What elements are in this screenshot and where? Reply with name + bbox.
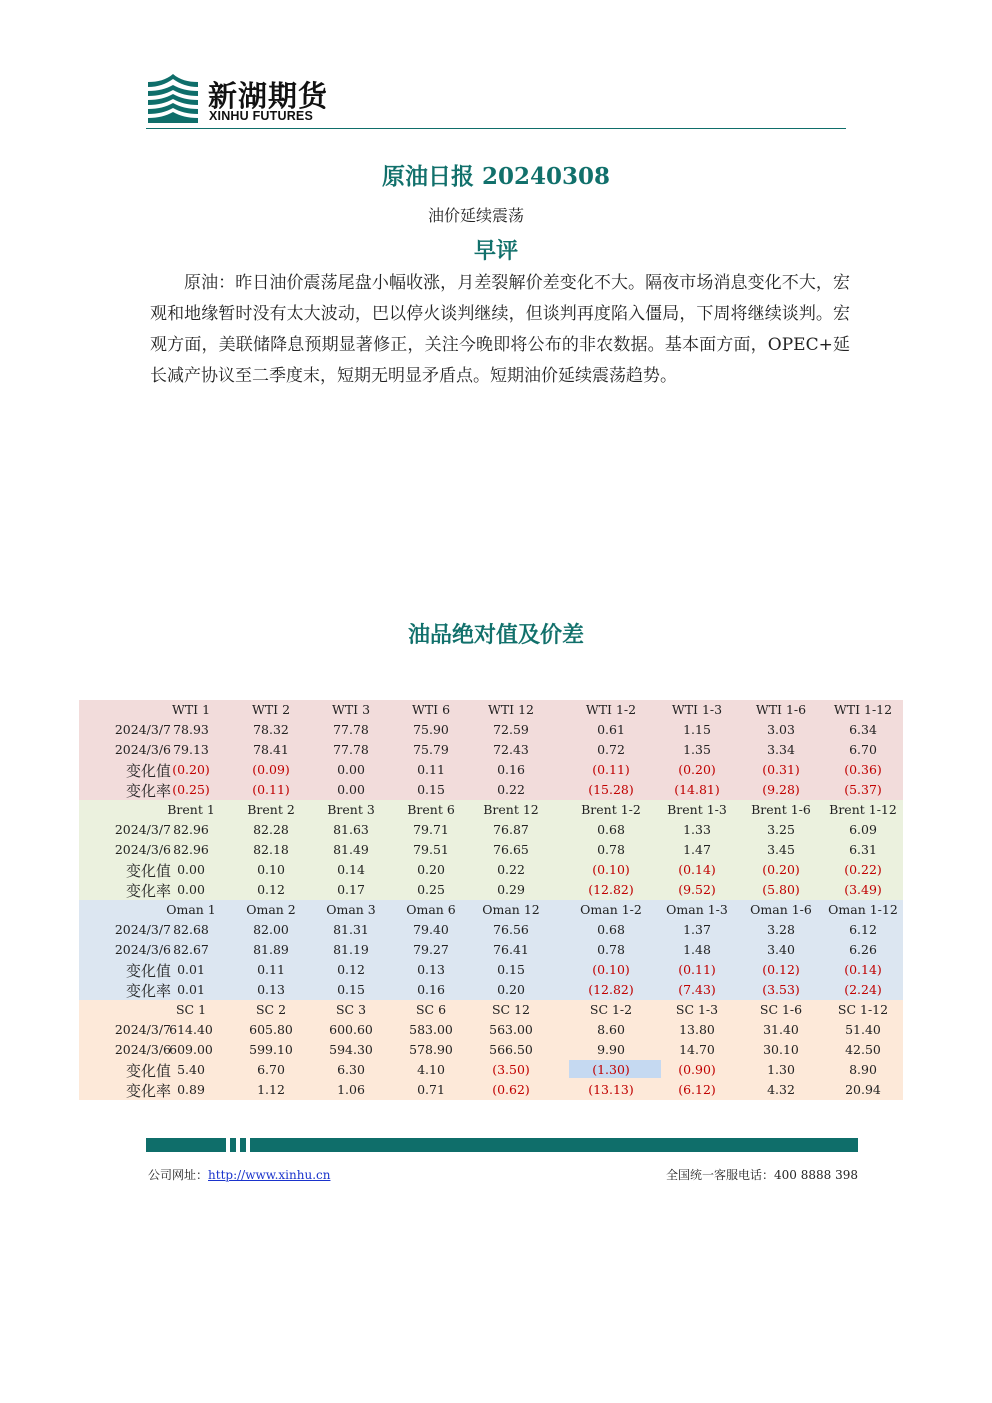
table-cell: 72.43: [493, 742, 529, 757]
table-cell: 1.30: [767, 1062, 795, 1077]
table-block-wti: [79, 700, 903, 800]
table-header-row: [79, 800, 903, 820]
table-heading: 油品绝对值及价差: [407, 622, 584, 648]
column-header: Brent 1-6: [751, 802, 811, 817]
table-cell: 79.40: [413, 922, 449, 937]
column-header: SC 6: [415, 1002, 447, 1017]
morning-comment-text: 原油：昨日油价震荡尾盘小幅收涨，月差裂解价差变化不大。隔夜市场消息变化不大，宏观和地缘暂时没有太大波动，巴以停火谈判继续，但谈判再度陷入僵局，下周将继续谈判。宏观方面，美联储降息预期显著修正，关注今晚即将公布的非农数据。基本面方面，OPEC+延长减产协议至二季度末，短期无明显矛盾点。短期油价延续震荡趋势。: [150, 273, 850, 386]
table-cell: (0.12): [762, 962, 800, 977]
table-row: [79, 840, 903, 860]
table-cell: (12.82): [588, 982, 634, 997]
column-header: Brent 12: [483, 802, 539, 817]
table-cell: (3.53): [762, 982, 800, 997]
table-cell: 0.01: [177, 982, 205, 997]
column-header: Oman 12: [482, 902, 540, 917]
column-header: WTI 1-6: [755, 702, 807, 717]
table-cell: 605.80: [249, 1022, 293, 1037]
row-label: 变化值: [125, 762, 171, 780]
table-cell: 81.31: [333, 922, 369, 937]
table-cell: 75.79: [413, 742, 449, 757]
table-cell: (0.14): [678, 862, 716, 877]
table-cell: (0.22): [844, 862, 882, 877]
row-label: 变化率: [125, 782, 171, 800]
table-cell: 1.33: [683, 822, 711, 837]
table-cell: 3.40: [767, 942, 795, 957]
table-cell: 6.26: [849, 942, 877, 957]
table-cell: 3.25: [767, 822, 795, 837]
table-cell: 1.47: [683, 842, 711, 857]
table-cell: 0.15: [417, 782, 445, 797]
table-cell: 77.78: [333, 742, 369, 757]
column-header: SC 3: [335, 1002, 367, 1017]
table-cell: 79.13: [173, 742, 209, 757]
table-row: [79, 1020, 903, 1040]
table-cell: 1.37: [683, 922, 711, 937]
row-label: 变化率: [125, 1082, 171, 1100]
column-header: WTI 2: [251, 702, 291, 717]
footer-bar: [146, 1138, 858, 1152]
table-cell: (0.10): [592, 862, 630, 877]
table-cell: 600.60: [329, 1022, 373, 1037]
table-cell: (0.14): [844, 962, 882, 977]
table-cell: 76.87: [493, 822, 529, 837]
table-cell: 82.00: [253, 922, 289, 937]
table-cell: 1.15: [683, 722, 711, 737]
row-label: 变化值: [125, 862, 171, 880]
waves-logo-icon: [146, 72, 200, 124]
table-cell: 81.89: [253, 942, 289, 957]
column-header: Brent 1: [167, 802, 215, 817]
table-cell: 0.78: [597, 942, 625, 957]
table-cell: 563.00: [489, 1022, 533, 1037]
table-cell: 583.00: [409, 1022, 453, 1037]
table-row: [79, 920, 903, 940]
table-cell: 4.32: [767, 1082, 795, 1097]
table-cell: (0.90): [678, 1062, 716, 1077]
table-row: [79, 1040, 903, 1060]
table-block-sc: [79, 1000, 903, 1100]
row-label: 2024/3/6: [114, 742, 171, 757]
table-cell: 4.10: [417, 1062, 445, 1077]
table-cell: 0.11: [417, 762, 445, 777]
table-cell: 0.89: [177, 1082, 205, 1097]
table-row: [79, 720, 903, 740]
table-cell: 0.17: [337, 882, 365, 897]
table-cell: 20.94: [845, 1082, 881, 1097]
column-header: WTI 1-2: [585, 702, 637, 717]
table-cell: 614.40: [169, 1022, 213, 1037]
table-cell: 31.40: [763, 1022, 799, 1037]
table-cell: 76.41: [493, 942, 529, 957]
table-cell: 0.12: [257, 882, 285, 897]
table-cell: 0.13: [257, 982, 285, 997]
column-header: Oman 3: [326, 902, 376, 917]
row-label: 2024/3/7: [114, 1022, 171, 1037]
row-label: 2024/3/7: [114, 922, 171, 937]
table-cell: (0.36): [844, 762, 882, 777]
table-cell: 0.00: [337, 782, 365, 797]
table-cell: 14.70: [679, 1042, 715, 1057]
column-header: Brent 1-3: [667, 802, 727, 817]
column-header: Oman 1-3: [666, 902, 728, 917]
column-header: WTI 1-12: [833, 702, 893, 717]
table-cell: (15.28): [588, 782, 634, 797]
table-cell: (0.11): [252, 782, 290, 797]
table-cell: 78.32: [253, 722, 289, 737]
column-header: WTI 12: [487, 702, 534, 717]
table-cell: 42.50: [845, 1042, 881, 1057]
table-cell: 77.78: [333, 722, 369, 737]
footer-hotline: 全国统一客服电话：400 8888 398: [666, 1168, 858, 1182]
row-label: 2024/3/6: [114, 1042, 171, 1057]
table-row: [79, 740, 903, 760]
table-cell: 0.14: [337, 862, 365, 877]
column-header: Oman 2: [246, 902, 296, 917]
row-label: 变化值: [125, 1062, 171, 1080]
table-cell: (0.20): [762, 862, 800, 877]
table-cell: (9.52): [678, 882, 716, 897]
row-label: 2024/3/7: [114, 722, 171, 737]
table-block-brent: [79, 800, 903, 900]
table-cell: 79.27: [413, 942, 449, 957]
table-cell: (9.28): [762, 782, 800, 797]
table-row: [79, 780, 903, 800]
table-cell: 0.22: [497, 782, 525, 797]
table-cell: 75.90: [413, 722, 449, 737]
table-cell: (0.10): [592, 962, 630, 977]
logo-name-en: XINHU FUTURES: [209, 109, 313, 123]
column-header: Brent 1-12: [829, 802, 897, 817]
table-row: [79, 860, 903, 880]
table-cell: 0.00: [177, 862, 205, 877]
table-cell: 81.63: [333, 822, 369, 837]
footer-website-label: 公司网址：: [148, 1168, 209, 1182]
table-cell: (14.81): [674, 782, 720, 797]
table-cell: 0.15: [497, 962, 525, 977]
table-cell: 81.49: [333, 842, 369, 857]
table-row: [79, 1080, 903, 1100]
table-cell: 6.31: [849, 842, 877, 857]
table-cell: 0.16: [497, 762, 525, 777]
table-cell: 0.61: [597, 722, 625, 737]
row-label: 变化值: [125, 962, 171, 980]
table-cell: (13.13): [588, 1082, 634, 1097]
column-header: Brent 6: [407, 802, 455, 817]
table-cell: (1.30): [592, 1062, 630, 1077]
table-cell: (0.31): [762, 762, 800, 777]
table-cell: 1.35: [683, 742, 711, 757]
table-cell: (7.43): [678, 982, 716, 997]
table-cell: 1.48: [683, 942, 711, 957]
table-cell: (0.09): [252, 762, 290, 777]
table-cell: 0.20: [417, 862, 445, 877]
column-header: Oman 6: [406, 902, 456, 917]
table-cell: (0.25): [172, 782, 210, 797]
column-header: SC 1-2: [589, 1002, 633, 1017]
table-cell: 9.90: [597, 1042, 625, 1057]
column-header: SC 1-3: [675, 1002, 719, 1017]
table-cell: 82.96: [173, 842, 209, 857]
table-cell: 0.68: [597, 922, 625, 937]
table-cell: 78.93: [173, 722, 209, 737]
table-cell: (3.49): [844, 882, 882, 897]
table-cell: (0.11): [678, 962, 716, 977]
table-cell: 0.12: [337, 962, 365, 977]
table-row: [79, 940, 903, 960]
table-cell: 566.50: [489, 1042, 533, 1057]
table-header-row: [79, 700, 903, 720]
table-cell: 82.28: [253, 822, 289, 837]
logo-name-cn: 新湖期货: [208, 79, 329, 113]
footer-website: [148, 1166, 330, 1183]
table-cell: (5.80): [762, 882, 800, 897]
column-header: WTI 3: [331, 702, 371, 717]
table-cell: 6.30: [337, 1062, 365, 1077]
table-cell: (2.24): [844, 982, 882, 997]
table-cell: 3.03: [767, 722, 795, 737]
table-cell: (3.50): [492, 1062, 530, 1077]
table-cell: 5.40: [177, 1062, 205, 1077]
table-cell: 6.09: [849, 822, 877, 837]
column-header: Brent 3: [327, 802, 375, 817]
column-header: Oman 1-2: [580, 902, 642, 917]
table-cell: 0.01: [177, 962, 205, 977]
table-cell: (0.11): [592, 762, 630, 777]
column-header: SC 1: [175, 1002, 207, 1017]
company-logo: [146, 72, 346, 128]
row-label: 2024/3/6: [114, 942, 171, 957]
table-cell: 6.70: [257, 1062, 285, 1077]
table-cell: (6.12): [678, 1082, 716, 1097]
table-cell: 0.15: [337, 982, 365, 997]
table-cell: 0.00: [177, 882, 205, 897]
table-cell: 0.78: [597, 842, 625, 857]
table-cell: 6.34: [849, 722, 877, 737]
table-row: [79, 760, 903, 780]
table-cell: 6.12: [849, 922, 877, 937]
table-cell: (0.20): [172, 762, 210, 777]
table-cell: 8.60: [597, 1022, 625, 1037]
row-label: 2024/3/6: [114, 842, 171, 857]
table-cell: 0.72: [597, 742, 625, 757]
table-row: [79, 1060, 903, 1080]
table-cell: (0.62): [492, 1082, 530, 1097]
table-cell: 79.71: [413, 822, 449, 837]
table-cell: 594.30: [329, 1042, 373, 1057]
report-subtitle: 油价延续震荡: [427, 206, 524, 225]
table-cell: 8.90: [849, 1062, 877, 1077]
table-cell: 0.68: [597, 822, 625, 837]
table-row: [79, 980, 903, 1000]
table-cell: 81.19: [333, 942, 369, 957]
oil-spread-table: [79, 700, 903, 1100]
header-divider: [146, 128, 846, 129]
footer-website-link[interactable]: http://www.xinhu.cn: [208, 1168, 331, 1182]
table-cell: 82.67: [173, 942, 209, 957]
morning-comment-heading: 早评: [473, 238, 518, 264]
row-label: 变化率: [125, 982, 171, 1000]
table-block-oman: [79, 900, 903, 1000]
table-cell: 0.16: [417, 982, 445, 997]
table-row: [79, 880, 903, 900]
table-cell: 82.68: [173, 922, 209, 937]
table-cell: 82.96: [173, 822, 209, 837]
table-cell: 0.20: [497, 982, 525, 997]
table-header-row: [79, 900, 903, 920]
column-header: WTI 1: [171, 702, 211, 717]
table-cell: 3.45: [767, 842, 795, 857]
table-cell: 51.40: [845, 1022, 881, 1037]
column-header: Oman 1: [166, 902, 216, 917]
column-header: WTI 6: [411, 702, 451, 717]
table-cell: 13.80: [679, 1022, 715, 1037]
report-title: 原油日报 20240308: [381, 163, 611, 190]
table-cell: 78.41: [253, 742, 289, 757]
column-header: Brent 2: [247, 802, 295, 817]
table-cell: 76.65: [493, 842, 529, 857]
column-header: Oman 1-12: [828, 902, 898, 917]
table-cell: (12.82): [588, 882, 634, 897]
table-cell: 599.10: [249, 1042, 293, 1057]
column-header: WTI 1-3: [671, 702, 723, 717]
table-cell: 76.56: [493, 922, 529, 937]
table-cell: (0.20): [678, 762, 716, 777]
table-cell: 6.70: [849, 742, 877, 757]
column-header: SC 1-12: [837, 1002, 889, 1017]
table-cell: 609.00: [169, 1042, 213, 1057]
table-cell: 0.00: [337, 762, 365, 777]
table-cell: 3.28: [767, 922, 795, 937]
table-cell: 0.11: [257, 962, 285, 977]
table-cell: 3.34: [767, 742, 795, 757]
table-cell: 0.25: [417, 882, 445, 897]
table-header-row: [79, 1000, 903, 1020]
row-label: 变化率: [125, 882, 171, 900]
column-header: SC 1-6: [759, 1002, 803, 1017]
table-row: [79, 820, 903, 840]
table-cell: 1.12: [257, 1082, 285, 1097]
table-cell: 82.18: [253, 842, 289, 857]
table-row: [79, 960, 903, 980]
table-cell: 0.71: [417, 1082, 445, 1097]
table-cell: 0.29: [497, 882, 525, 897]
table-cell: 578.90: [409, 1042, 453, 1057]
column-header: SC 2: [255, 1002, 287, 1017]
column-header: SC 12: [491, 1002, 530, 1017]
table-cell: 1.06: [337, 1082, 365, 1097]
table-cell: 0.10: [257, 862, 285, 877]
table-cell: 30.10: [763, 1042, 799, 1057]
column-header: Brent 1-2: [581, 802, 641, 817]
table-cell: (5.37): [844, 782, 882, 797]
table-cell: 79.51: [413, 842, 449, 857]
row-label: 2024/3/7: [114, 822, 171, 837]
table-cell: 0.13: [417, 962, 445, 977]
column-header: Oman 1-6: [750, 902, 812, 917]
table-cell: 72.59: [493, 722, 529, 737]
table-cell: 0.22: [497, 862, 525, 877]
